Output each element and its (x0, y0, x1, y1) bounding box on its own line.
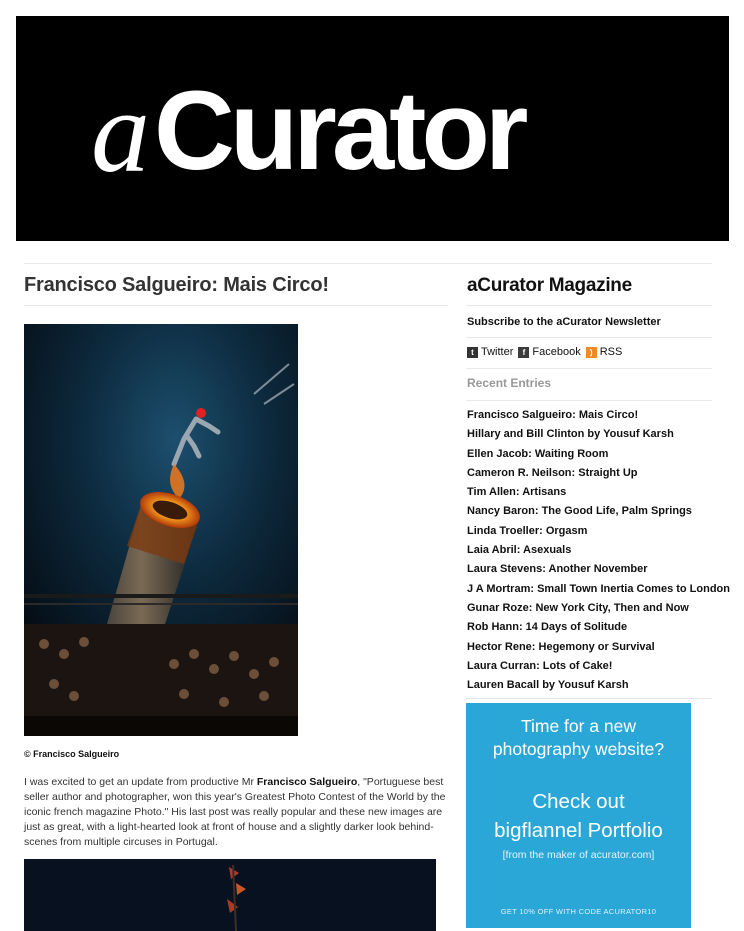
ad-cta-line-2: bigflannel Portfolio (494, 819, 663, 842)
recent-entry[interactable]: Ellen Jacob: Waiting Room (467, 447, 609, 460)
bigflannel-ad[interactable] (466, 703, 691, 928)
ad-cta-line-1: Check out (532, 790, 625, 813)
recent-entries-heading: Recent Entries (467, 376, 552, 390)
photographer-name[interactable]: Francisco Salgueiro (256, 776, 358, 788)
sidebar-title-divider (466, 305, 712, 306)
top-divider (24, 263, 712, 264)
recent-entry[interactable]: Laia Abril: Asexuals (467, 544, 572, 557)
recent-entry[interactable]: Hector Rene: Hegemony or Survival (467, 640, 655, 653)
recent-entry[interactable]: Laura Curran: Lots of Cake! (467, 659, 613, 672)
ad-headline-line-1: Time for a new (520, 716, 637, 736)
recent-entries-list (467, 408, 730, 697)
post-body-rest: , "Portuguese best seller author and photographer, won this year's Greatest Photo Contest of the World by the iconic french magazine Photo." His last post was really popular and these new images are just as great, with a light-hearted look at front of house and a slightly darker look behind-scenes from multiple circuses in Portugal. (24, 776, 446, 848)
sidebar-title: aCurator Magazine (467, 275, 632, 296)
post-title[interactable]: Francisco Salgueiro: Mais Circo! (24, 274, 329, 296)
post-body-intro: I was excited to get an update from productive Mr (24, 776, 257, 788)
recent-entry[interactable]: Gunar Roze: New York City, Then and Now (467, 601, 689, 614)
facebook-label: Facebook (532, 346, 581, 358)
rss-label: RSS (599, 346, 623, 358)
ad-tagline: [from the maker of acurator.com] (502, 849, 655, 861)
recent-entry[interactable]: Francisco Salgueiro: Mais Circo! (467, 409, 639, 421)
newsletter-subscribe-link[interactable]: Subscribe to the aCurator Newsletter (467, 316, 661, 328)
ad-discount-code: GET 10% OFF WITH CODE ACURATOR10 (500, 907, 657, 916)
post-body (24, 775, 454, 850)
recent-entry[interactable]: Laura Stevens: Another November (467, 563, 648, 576)
subscribe-divider (466, 337, 712, 338)
twitter-link[interactable] (467, 346, 513, 358)
title-divider (24, 305, 448, 306)
social-divider (466, 368, 712, 369)
twitter-label: Twitter (481, 346, 514, 358)
list-end-divider (466, 698, 712, 699)
ad-cta (466, 787, 691, 845)
facebook-link[interactable] (518, 346, 580, 358)
ad-headline (466, 715, 691, 761)
rss-icon: ) (586, 347, 597, 358)
post-photo-second[interactable] (24, 859, 436, 931)
recent-entry[interactable]: Hillary and Bill Clinton by Yousuf Karsh (467, 428, 674, 441)
social-links (467, 346, 627, 358)
recent-entry[interactable]: Nancy Baron: The Good Life, Palm Springs (467, 505, 692, 518)
ad-headline-line-2: photography website? (492, 739, 665, 759)
site-banner[interactable] (16, 16, 729, 241)
rss-link[interactable] (586, 346, 623, 358)
recent-entry[interactable]: Lauren Bacall by Yousuf Karsh (467, 679, 629, 692)
recent-entry[interactable]: Linda Troeller: Orgasm (467, 524, 588, 537)
recent-entry[interactable]: J A Mortram: Small Town Inertia Comes to London (467, 582, 730, 595)
recent-entry[interactable]: Cameron R. Neilson: Straight Up (467, 466, 638, 479)
post-photo-main[interactable] (24, 324, 298, 736)
logo-letter-a: a (91, 66, 150, 197)
photo-caption: © Francisco Salgueiro (24, 749, 120, 759)
twitter-icon: t (467, 347, 478, 358)
logo-word-curator: Curator (154, 68, 524, 193)
acurator-logo[interactable] (16, 16, 729, 241)
facebook-icon: f (518, 347, 529, 358)
recent-entry[interactable]: Tim Allen: Artisans (467, 486, 567, 499)
recent-divider (466, 400, 712, 401)
recent-entry[interactable]: Rob Hann: 14 Days of Solitude (467, 621, 628, 634)
